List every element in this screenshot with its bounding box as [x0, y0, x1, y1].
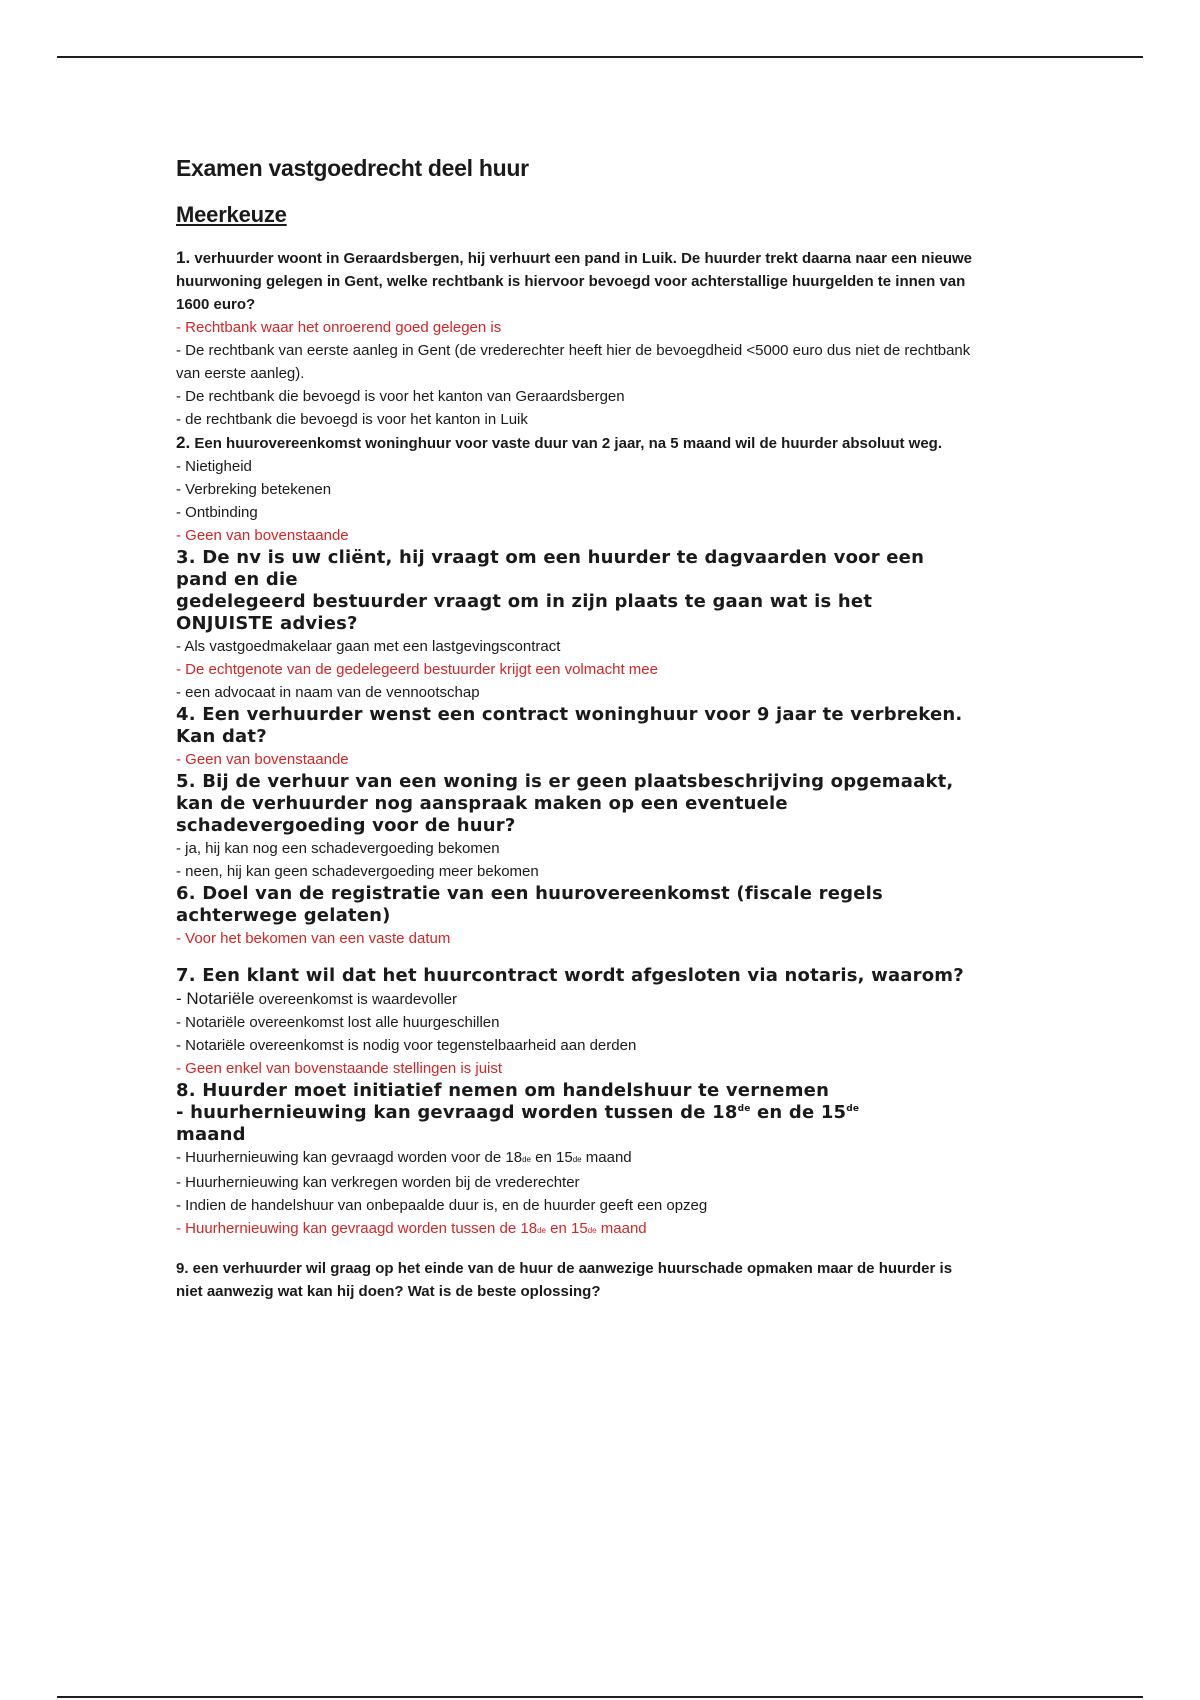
header-rule: [57, 56, 1143, 58]
answer-option: - Geen van bovenstaande: [176, 527, 349, 544]
question-7: 7. Een klant wil dat het huurcontract wordt afgesloten via notaris, waarom?: [176, 965, 964, 986]
answer-option: - Indien de handelshuur van onbepaalde duur is, en de huurder geeft een opzeg: [176, 1197, 708, 1214]
document-body: [176, 155, 976, 1303]
document-title: Examen vastgoedrecht deel huur: [176, 155, 529, 181]
answer-option: - Als vastgoedmakelaar gaan met een lastgevingscontract: [176, 638, 561, 655]
answer-option: - De echtgenote van de gedelegeerd bestuurder krijgt een volmacht mee: [176, 661, 658, 678]
answer-option: - Huurhernieuwing kan gevraagd worden voor de 18de en 15de maand: [176, 1149, 632, 1166]
section-heading: Meerkeuze: [176, 202, 287, 227]
question-6: 6. Doel van de registratie van een huurovereenkomst (fiscale regels achterwege gelaten): [176, 883, 883, 926]
answer-option: - Notariële overeenkomst is waardevoller: [176, 989, 458, 1008]
answer-option: - ja, hij kan nog een schadevergoeding bekomen: [176, 840, 500, 857]
question-1: 1. verhuurder woont in Geraardsbergen, hij verhuurt een pand in Luik. De huurder trekt daarna naar een nieuwe huurwoning gelegen in Gent, welke rechtbank is hiervoor bevoegd voor achterstallige huurgelden te innen van 1600 euro?: [176, 248, 973, 313]
answer-option: - De rechtbank die bevoegd is voor het kanton van Geraardsbergen: [176, 388, 625, 405]
answer-option: - neen, hij kan geen schadevergoeding meer bekomen: [176, 863, 539, 880]
question-9: 9. een verhuurder wil graag op het einde van de huur de aanwezige huurschade opmaken maar de huurder is niet aanwezig wat kan hij doen? Wat is de beste oplossing?: [176, 1260, 953, 1300]
answer-option: - Ontbinding: [176, 504, 258, 521]
question-3-continued: gedelegeerd bestuurder vraagt om in zijn plaats te gaan wat is het ONJUISTE advies?: [176, 591, 873, 634]
answer-option: - Notariële overeenkomst is nodig voor tegenstelbaarheid aan derden: [176, 1037, 637, 1054]
answer-option: - Geen van bovenstaande: [176, 751, 349, 768]
answer-option: - Notariële overeenkomst lost alle huurgeschillen: [176, 1014, 500, 1031]
answer-option: - de rechtbank die bevoegd is voor het kanton in Luik: [176, 411, 528, 428]
question-5: 5. Bij de verhuur van een woning is er geen plaatsbeschrijving opgemaakt, kan de verhuurder nog aanspraak maken op een eventuele schadevergoeding voor de huur?: [176, 771, 954, 836]
answer-option: - Verbreking betekenen: [176, 481, 332, 498]
question-3: 3. De nv is uw cliënt, hij vraagt om een huurder te dagvaarden voor een pand en die: [176, 547, 925, 590]
answer-option: - De rechtbank van eerste aanleg in Gent (de vrederechter heeft hier de bevoegdheid <5000 euro dus niet de rechtbank van eerste aanleg).: [176, 342, 971, 382]
answer-option: - Geen enkel van bovenstaande stellingen is juist: [176, 1060, 503, 1077]
question-8-continued: maand: [176, 1124, 246, 1145]
question-8-continued: - huurhernieuwing kan gevraagd worden tussen de 18de en de 15de: [176, 1102, 860, 1123]
question-2: 2. Een huurovereenkomst woninghuur voor vaste duur van 2 jaar, na 5 maand wil de huurder absoluut weg.: [176, 433, 943, 452]
answer-option: - Voor het bekomen van een vaste datum: [176, 930, 451, 947]
question-8: 8. Huurder moet initiatief nemen om handelshuur te vernemen: [176, 1080, 830, 1101]
question-4: 4. Een verhuurder wenst een contract woninghuur voor 9 jaar te verbreken. Kan dat?: [176, 704, 963, 747]
answer-option: - Huurhernieuwing kan verkregen worden bij de vrederechter: [176, 1174, 580, 1191]
answer-option: - Nietigheid: [176, 458, 252, 475]
footer-rule: [57, 1696, 1143, 1698]
answer-option: - een advocaat in naam van de vennootschap: [176, 684, 480, 701]
answer-option: - Huurhernieuwing kan gevraagd worden tussen de 18de en 15de maand: [176, 1220, 647, 1237]
answer-option: - Rechtbank waar het onroerend goed gelegen is: [176, 319, 502, 336]
